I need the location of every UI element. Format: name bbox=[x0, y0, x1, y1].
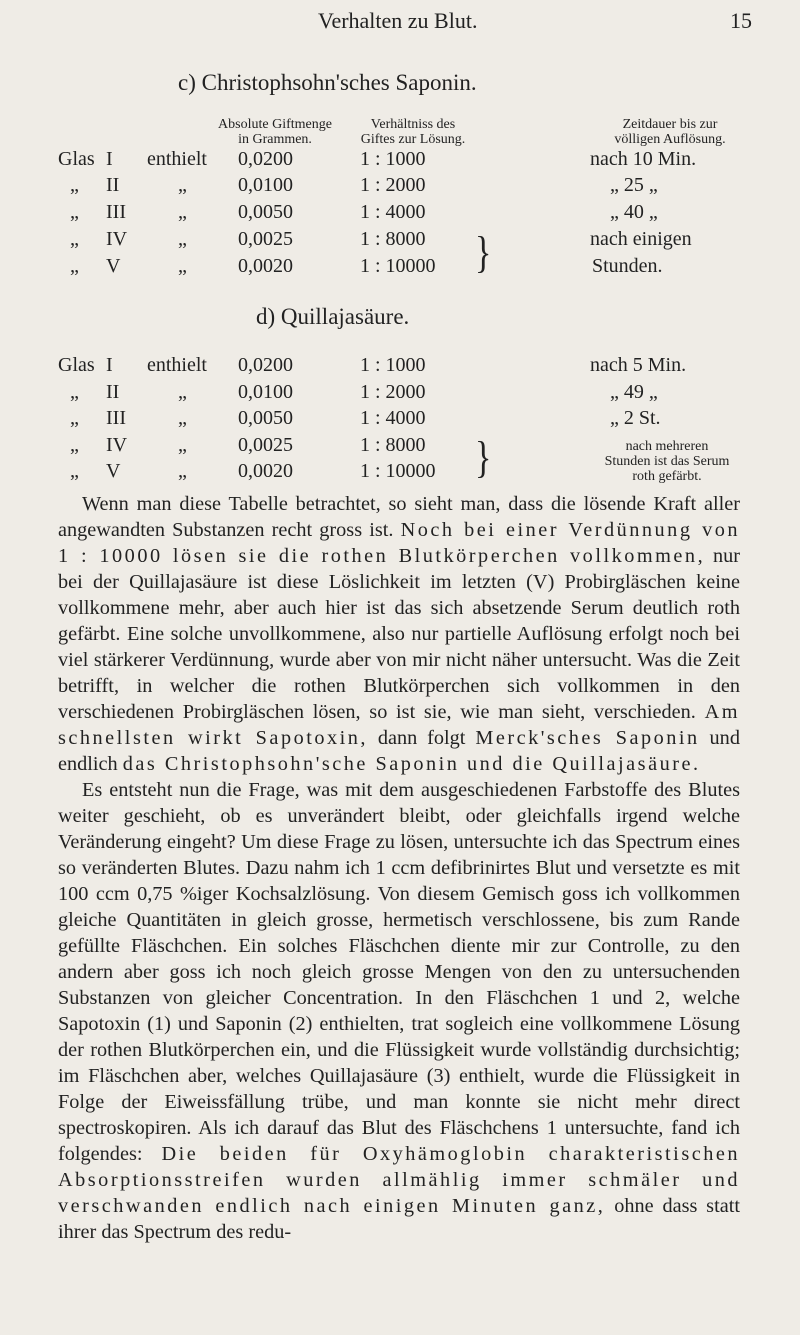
section-d-title: d) Quillajasäure. bbox=[256, 304, 410, 329]
column-header-time: Zeitdauer bis zur völligen Auflösung. bbox=[614, 117, 726, 147]
running-title: Verhalten zu Blut. bbox=[318, 8, 478, 33]
brace: } bbox=[475, 434, 492, 483]
body-text bbox=[58, 491, 740, 1245]
table-row: „ III „ 0,0050 1 : 4000 „ 2 St. bbox=[70, 407, 661, 429]
column-header-ratio: Verhältniss des Giftes zur Lösung. bbox=[360, 117, 466, 147]
table-row: Glas I enthielt 0,0200 1 : 1000 nach 10 Min. bbox=[58, 148, 697, 170]
brace: } bbox=[475, 229, 492, 278]
table-row: „ IV „ 0,0025 1 : 8000 bbox=[70, 434, 426, 456]
table-row: „ V „ 0,0020 1 : 10000 bbox=[70, 460, 436, 482]
paragraph: Es entsteht nun die Frage, was mit dem ausgeschiedenen Farbstoffe des Blutes weiter geschieht, ob es unverändert bleibt, oder gleichfalls irgend welche Veränderung eingeht? Um diese Frage zu lösen, untersuchte ich das Spectrum eines so veränderten Blutes. Dazu nahm ich 1 ccm defibrinirtes Blut und versetzte es mit 100 ccm 0,75 %iger Kochsalzlösung. Von diesem Gemisch goss ich vollkommen gleiche Quantitäten in gleich grosse, hermetisch verschlossene, bis zum Rande gefüllte Fläschchen. Ein solches Fläschchen diente mir zur Controlle, zu den andern aber goss ich noch gleich grosse Mengen von den zu untersuchenden Substanzen von gleicher Concentration. In den Fläschchen 1 und 2, welche Sapotoxin (1) und Saponin (2) enthielten, trat sogleich eine vollkommene Lösung der rothen Blutkörperchen ein, und die Flüssigkeit wurde vollständig durchsichtig; im Fläschchen aber, welches Quillajasäure (3) enthielt, wurde die Flüssigkeit in Folge der Eiweissfällung trübe, und man konnte sie nicht mehr direct spectroskopiren. Als ich darauf das Blut des Fläschchens 1 untersuchte, fand ich folgendes: Die beiden für Oxyhämoglobin charakteristischen Absorptionsstreifen wurden allmählig immer schmäler und verschwanden endlich nach einigen Minuten ganz, ohne dass statt ihrer das Spectrum des redu- bbox=[58, 779, 740, 1243]
page-number: 15 bbox=[730, 8, 752, 33]
section-c-title: c) Christophsohn'sches Saponin. bbox=[178, 70, 477, 95]
table-row: Glas I enthielt 0,0200 1 : 1000 nach 5 Min. bbox=[58, 354, 687, 376]
column-header-amount: Absolute Giftmenge in Grammen. bbox=[218, 117, 332, 147]
table-row: „ III „ 0,0050 1 : 4000 „ 40 „ bbox=[70, 201, 658, 223]
table-row: „ IV „ 0,0025 1 : 8000 nach einigen bbox=[70, 228, 692, 250]
paragraph: Wenn man diese Tabelle betrachtet, so sieht man, dass die lösende Kraft aller angewandten Substanzen recht gross ist. Noch bei einer Verdünnung von 1 : 10000 lösen sie die rothen Blutkörperchen vollkommen, nur bei der Quillajasäure ist diese Löslichkeit im letzten (V) Probirgläschen keine vollkommene mehr, aber auch hier ist das sich absetzende Serum deutlich roth gefärbt. Eine solche unvollkommene, also nur partielle Auflösung erfolgt noch bei viel stärkerer Verdünnung, wurde aber von mir nicht näher untersucht. Was die Zeit betrifft, in welcher die rothen Blutkörperchen sich vollkommen in den verschiedenen Probirgläschen lösen, so ist sie, wie man sieht, verschieden. Am schnellsten wirkt Sapotoxin, dann folgt Merck'sches Saponin und endlich das Christophsohn'sche Saponin und die Quillajasäure. bbox=[58, 493, 741, 775]
table-row: „ V „ 0,0020 1 : 10000 Stunden. bbox=[70, 255, 663, 277]
serum-note: nach mehreren Stunden ist das Serum roth gefärbt. bbox=[604, 439, 730, 484]
table-row: „ II „ 0,0100 1 : 2000 „ 25 „ bbox=[70, 174, 658, 196]
table-row: „ II „ 0,0100 1 : 2000 „ 49 „ bbox=[70, 381, 658, 403]
